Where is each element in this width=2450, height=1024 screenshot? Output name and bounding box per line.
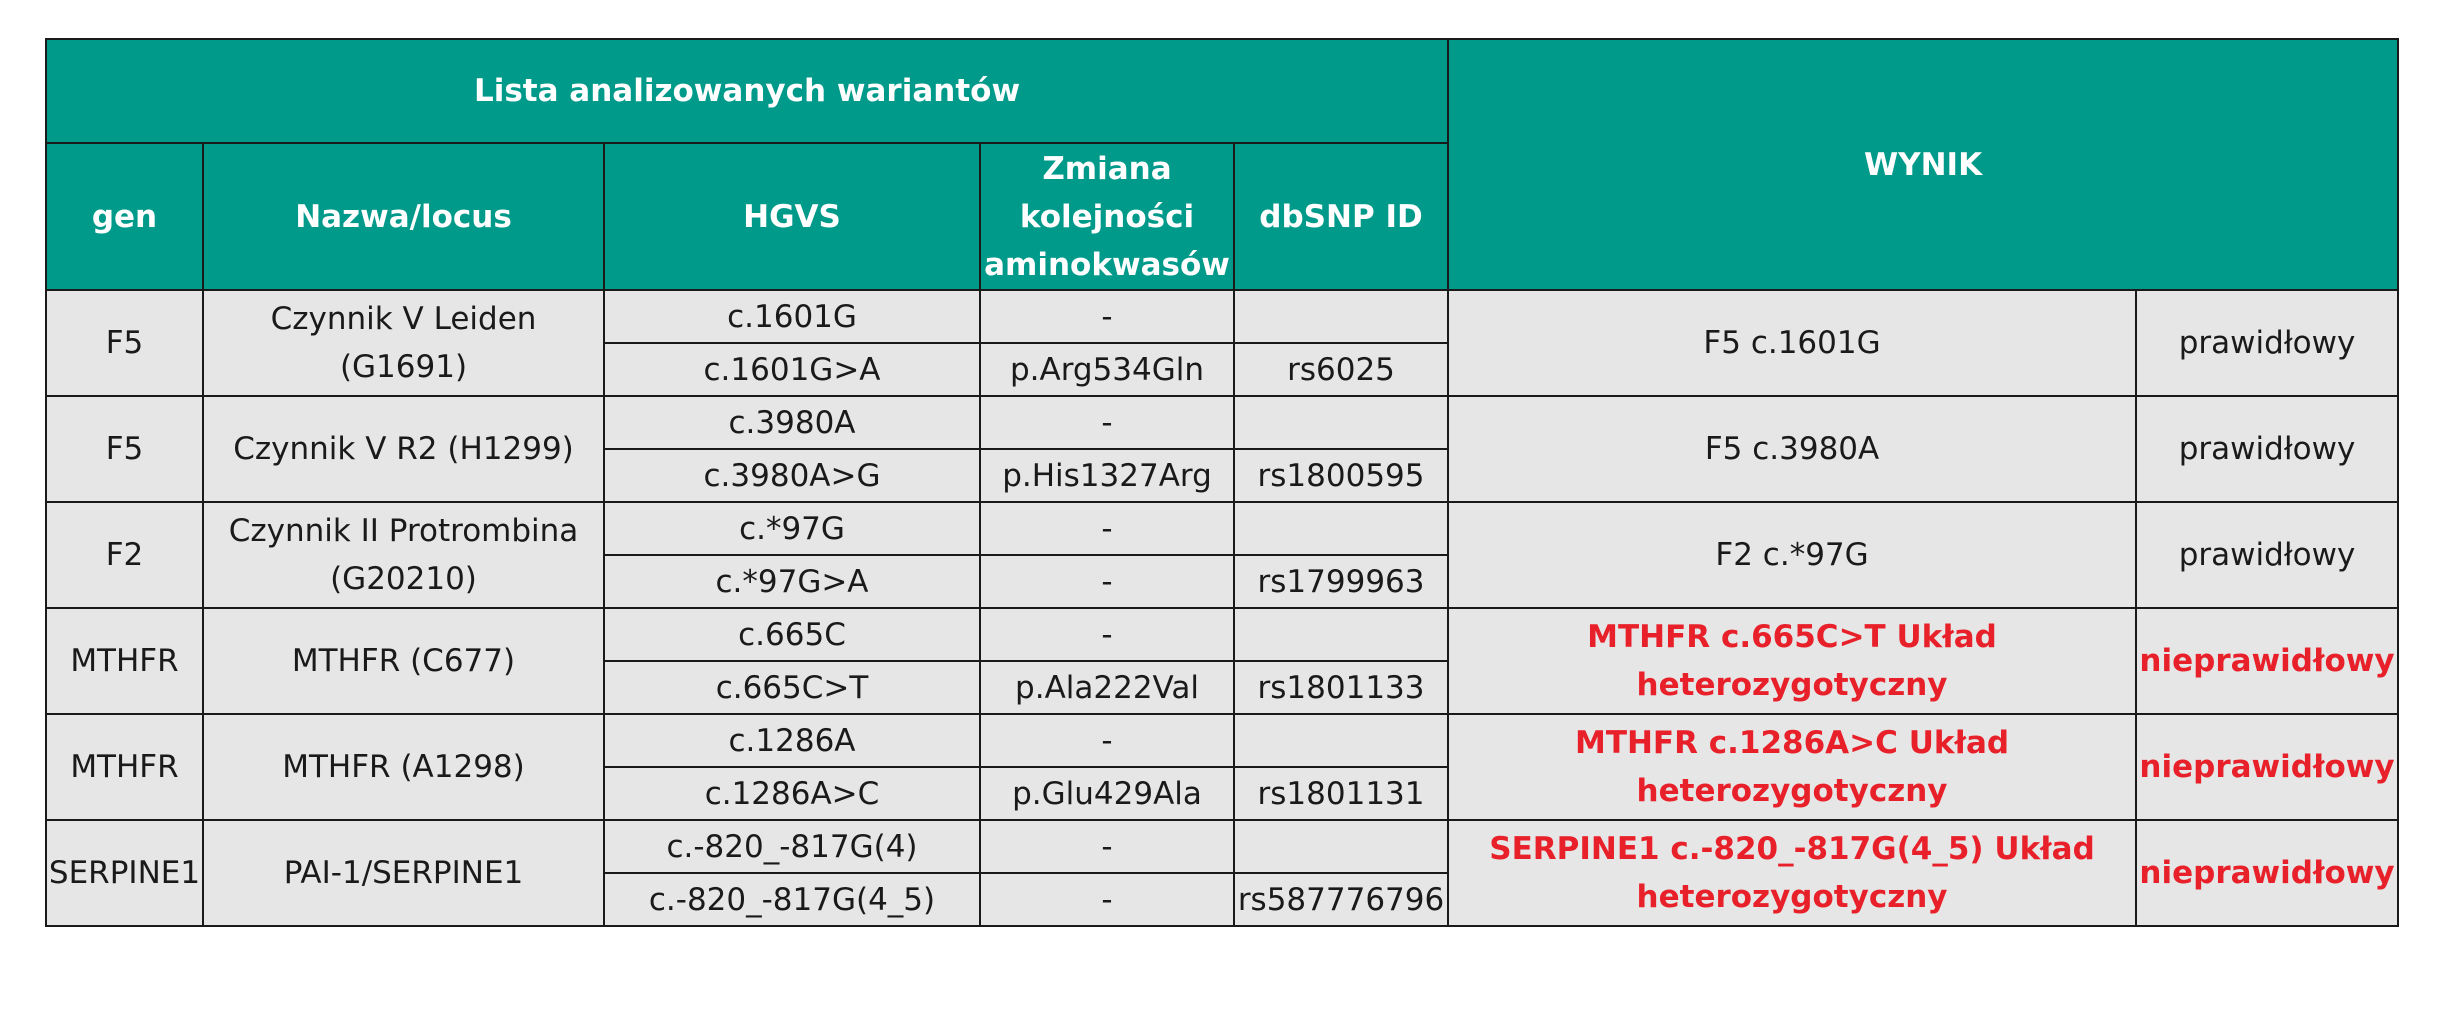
- table-row: [46, 714, 2398, 767]
- aa-ref-cell: -: [980, 714, 1234, 767]
- result-cell: MTHFR c.665C>T Układ heterozygotyczny: [1448, 608, 2136, 714]
- column-header-dbsnp: dbSNP ID: [1234, 143, 1448, 290]
- dbsnp-ref-cell: [1234, 714, 1448, 767]
- status-cell: prawidłowy: [2136, 396, 2398, 502]
- result-cell: F2 c.*97G: [1448, 502, 2136, 608]
- hgvs-ref-cell: c.3980A: [604, 396, 980, 449]
- hgvs-ref-cell: c.665C: [604, 608, 980, 661]
- hgvs-alt-cell: c.665C>T: [604, 661, 980, 714]
- hgvs-alt-cell: c.1286A>C: [604, 767, 980, 820]
- aa-alt-cell: -: [980, 555, 1234, 608]
- locus-cell: MTHFR (C677): [203, 608, 604, 714]
- dbsnp-ref-cell: [1234, 608, 1448, 661]
- table-row: [46, 396, 2398, 449]
- dbsnp-ref-cell: [1234, 820, 1448, 873]
- hgvs-ref-cell: c.*97G: [604, 502, 980, 555]
- aa-alt-cell: p.Ala222Val: [980, 661, 1234, 714]
- gene-cell: MTHFR: [46, 714, 203, 820]
- locus-cell: MTHFR (A1298): [203, 714, 604, 820]
- status-cell: nieprawidłowy: [2136, 820, 2398, 926]
- hgvs-alt-cell: c.*97G>A: [604, 555, 980, 608]
- aa-ref-cell: -: [980, 502, 1234, 555]
- aa-ref-cell: -: [980, 820, 1234, 873]
- table-row: [46, 502, 2398, 555]
- dbsnp-alt-cell: rs1799963: [1234, 555, 1448, 608]
- table-row: [46, 290, 2398, 343]
- gene-cell: F5: [46, 290, 203, 396]
- gene-cell: SERPINE1: [46, 820, 203, 926]
- dbsnp-alt-cell: rs1801131: [1234, 767, 1448, 820]
- aa-alt-cell: p.His1327Arg: [980, 449, 1234, 502]
- column-header-hgvs: HGVS: [604, 143, 980, 290]
- aa-ref-cell: -: [980, 396, 1234, 449]
- table-body: [46, 290, 2398, 926]
- dbsnp-alt-cell: rs6025: [1234, 343, 1448, 396]
- dbsnp-ref-cell: [1234, 290, 1448, 343]
- hgvs-alt-cell: c.-820_-817G(4_5): [604, 873, 980, 926]
- variant-results-table: [45, 38, 2399, 927]
- column-header-locus: Nazwa/locus: [203, 143, 604, 290]
- dbsnp-ref-cell: [1234, 502, 1448, 555]
- result-cell: F5 c.1601G: [1448, 290, 2136, 396]
- status-cell: nieprawidłowy: [2136, 608, 2398, 714]
- dbsnp-alt-cell: rs1801133: [1234, 661, 1448, 714]
- locus-cell: Czynnik II Protrombina (G20210): [203, 502, 604, 608]
- locus-cell: PAI-1/SERPINE1: [203, 820, 604, 926]
- hgvs-ref-cell: c.1286A: [604, 714, 980, 767]
- aa-alt-cell: -: [980, 873, 1234, 926]
- dbsnp-alt-cell: rs587776796: [1234, 873, 1448, 926]
- gene-cell: F2: [46, 502, 203, 608]
- status-cell: prawidłowy: [2136, 290, 2398, 396]
- result-header: WYNIK: [1448, 39, 2398, 290]
- group-header: Lista analizowanych wariantów: [46, 39, 1448, 143]
- aa-ref-cell: -: [980, 608, 1234, 661]
- table-row: [46, 608, 2398, 661]
- dbsnp-alt-cell: rs1800595: [1234, 449, 1448, 502]
- status-cell: prawidłowy: [2136, 502, 2398, 608]
- gene-cell: F5: [46, 396, 203, 502]
- result-cell: MTHFR c.1286A>C Układ heterozygotyczny: [1448, 714, 2136, 820]
- result-cell: SERPINE1 c.-820_-817G(4_5) Układ heterozygotyczny: [1448, 820, 2136, 926]
- gene-cell: MTHFR: [46, 608, 203, 714]
- hgvs-alt-cell: c.1601G>A: [604, 343, 980, 396]
- result-cell: F5 c.3980A: [1448, 396, 2136, 502]
- table-row: [46, 820, 2398, 873]
- column-header-aa-change: Zmiana kolejności aminokwasów: [980, 143, 1234, 290]
- aa-ref-cell: -: [980, 290, 1234, 343]
- aa-alt-cell: p.Glu429Ala: [980, 767, 1234, 820]
- column-header-gen: gen: [46, 143, 203, 290]
- hgvs-ref-cell: c.1601G: [604, 290, 980, 343]
- hgvs-ref-cell: c.-820_-817G(4): [604, 820, 980, 873]
- locus-cell: Czynnik V Leiden (G1691): [203, 290, 604, 396]
- locus-cell: Czynnik V R2 (H1299): [203, 396, 604, 502]
- dbsnp-ref-cell: [1234, 396, 1448, 449]
- status-cell: nieprawidłowy: [2136, 714, 2398, 820]
- hgvs-alt-cell: c.3980A>G: [604, 449, 980, 502]
- aa-alt-cell: p.Arg534Gln: [980, 343, 1234, 396]
